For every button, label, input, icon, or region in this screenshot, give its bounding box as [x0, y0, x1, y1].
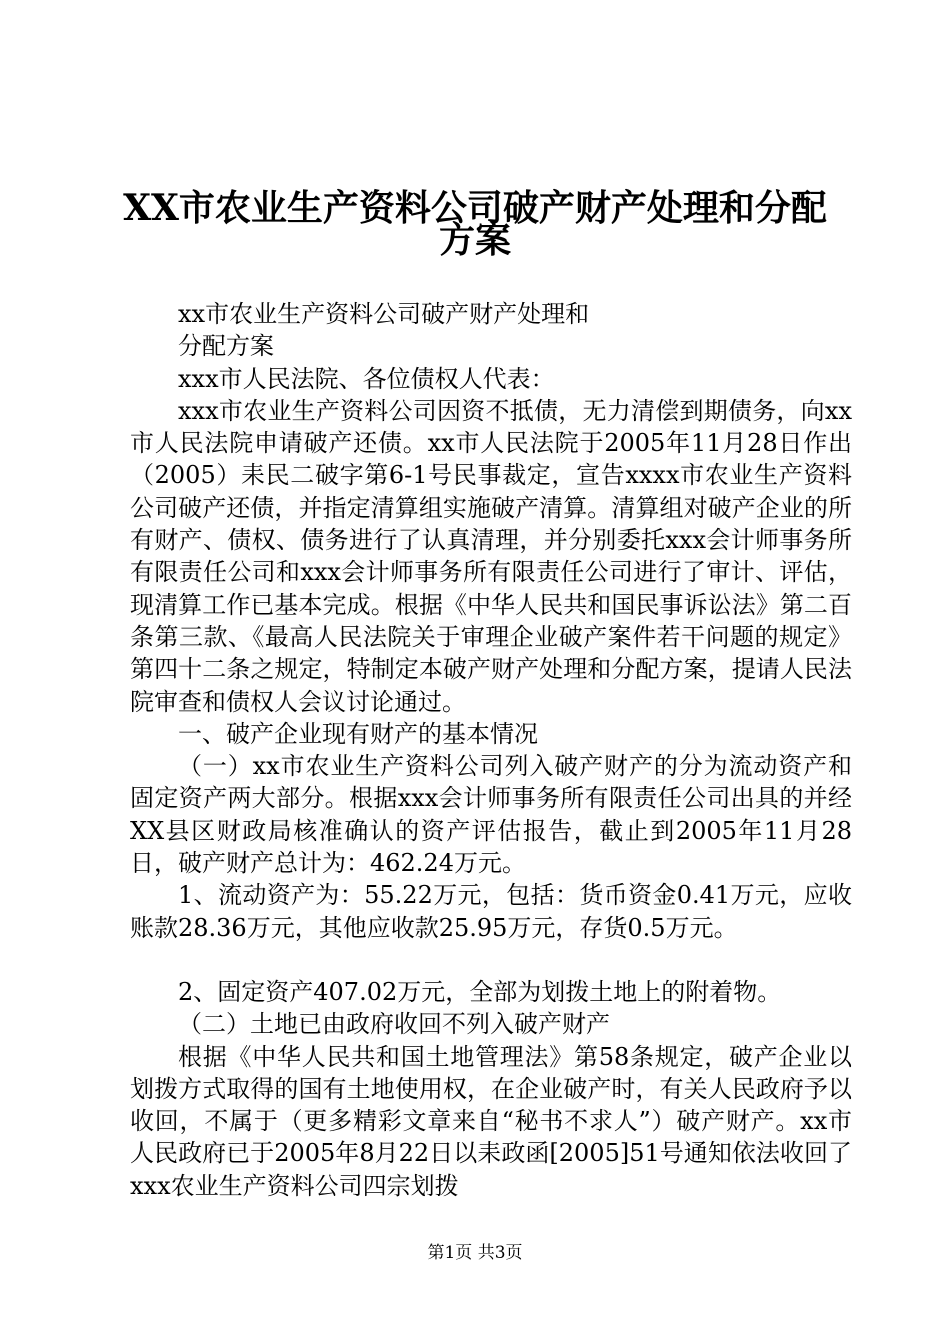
- page-footer: 第1页 共3页: [427, 1243, 523, 1263]
- paragraph: 1、流动资产为：55.22万元，包括：货币资金0.41万元，应收账款28.36万元，其他应收款25.95万元，存货0.5万元。: [130, 881, 852, 942]
- document-body: [130, 298, 852, 1202]
- section-heading: （二）土地已由政府收回不列入破产财产: [178, 1010, 610, 1039]
- paragraph: 根据《中华人民共和国土地管理法》第58条规定，破产企业以划拨方式取得的国有土地使用权，在企业破产时，有关人民政府予以收回，不属于（更多精彩文章来自“秘书不求人”）破产财产。xx市人民政府已于2005年8月22日以耒政函[2005]51号通知依法收回了xxx农业生产资料公司四宗划拨: [130, 1042, 852, 1200]
- document-title-line-1: XX市农业生产资料公司破产财产处理和分配: [123, 187, 827, 229]
- section-heading: 一、破产企业现有财产的基本情况: [178, 719, 538, 748]
- paragraph: xxx市人民法院、各位债权人代表：: [178, 364, 555, 393]
- paragraph: 分配方案: [178, 332, 274, 361]
- paragraph: （一）xx市农业生产资料公司列入破产财产的分为流动资产和固定资产两大部分。根据xxx会计师事务所有限责任公司出具的并经XX县区财政局核准确认的资产评估报告，截止到2005年11月28日，破产财产总计为：462.24万元。: [130, 752, 852, 878]
- paragraph: xxx市农业生产资料公司因资不抵债，无力清偿到期债务，向xx市人民法院申请破产还债。xx市人民法院于2005年11月28日作出（2005）耒民二破字第6-1号民事裁定，宣告xxxx市农业生产资料公司破产还债，并指定清算组实施破产清算。清算组对破产企业的所有财产、债权、债务进行了认真清理，并分别委托xxx会计师事务所有限责任公司和xxx会计师事务所有限责任公司进行了审计、评估，现清算工作已基本完成。根据《中华人民共和国民事诉讼法》第二百条第三款、《最高人民法院关于审理企业破产案件若干问题的规定》第四十二条之规定，特制定本破产财产处理和分配方案，提请人民法院审查和债权人会议讨论通过。: [130, 396, 852, 716]
- paragraph: xx市农业生产资料公司破产财产处理和: [178, 300, 590, 328]
- paragraph: 2、固定资产407.02万元，全部为划拨土地上的附着物。: [178, 977, 782, 1006]
- document-title-line-2: 方案: [438, 219, 511, 261]
